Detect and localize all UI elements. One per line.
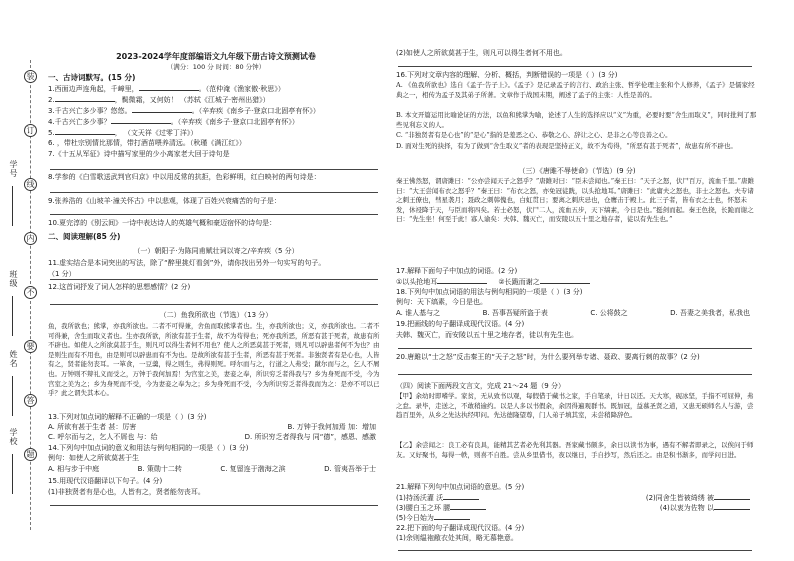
subsection-heading: （二）鱼我所欲也（节选）（13 分） [159,311,273,319]
answer-line[interactable] [398,66,752,67]
gutter-circle: 题 [24,448,37,461]
question-20: 20.唐雎以“士之怒”反击秦王的“天子之怒”时，为什么要列举专诸、聂政、要离行刺的故事？(2 分) [396,353,700,361]
answer-line[interactable] [398,348,752,349]
question-16-option-c[interactable]: C. “非独贤者有是心也”的“是心”指的是羞恶之心、恭敬之心、辞让之心、是非之心等良善之心。 [396,131,672,139]
option-b[interactable]: B. 策勋十二转 [137,465,182,473]
question-21: 21.解释下列句中加点词语的意思。(5 分) [396,483,525,491]
gutter-circle: 要 [24,340,37,353]
answer-line[interactable] [50,505,378,506]
option-b[interactable]: B. 吾事吾疑所盗于表 [482,309,548,317]
option-a[interactable]: A. 谁人基与之 [396,309,441,317]
answer-blank[interactable] [132,105,192,113]
question-19-sentence: 夫韩、魏灭亡，而安陵以五十里之地存者，徒以有先生也。 [396,331,578,339]
answer-blank[interactable] [714,492,750,500]
gutter-label-class: 班级 [9,270,18,288]
passage-text-b: 【乙】余尝闻之：良工必有良具，能精其艺者必先利其器。吾家藏书颇多，余日以读书为事，遇有不解者即录之，以俟问于师友。又好聚书，每得一帙，则喜不自胜。尝从乡里借书，夜以继日，手自抄写，然后还之。由是积书渐多，而学问日进。 [396,441,754,459]
answer-line[interactable] [50,169,378,170]
option-d[interactable]: D. 管夷吾举于士 [324,465,376,473]
question-18-options [396,308,758,318]
question-21-items: (3)腰白玉之环 腰 (4)以衷为佐物 以 [396,502,758,513]
question-2: 2. ，鬓微霜，又何妨！ （苏轼《江城子·密州出猎》） [48,96,270,104]
question-16-option-b[interactable]: B. 本文开篇运用比喻论证的方法，以鱼和熊掌为喻，论述了人生的选择应以“义”为重，必要时要“舍生而取义”，同时批判了那些见利忘义的人。 [396,111,757,129]
exam-title: 2023-2024学年度部编语文九年级下册古诗文预测试卷 [116,52,316,61]
question-12: 12.这首词抒发了词人怎样的思想感情？(2 分) [48,283,191,291]
passage-text: 鱼，我所欲也；熊掌，亦我所欲也。二者不可得兼，舍鱼而取熊掌者也。生，亦我所欲也；义，亦我所欲也。二者不可得兼，舍生而取义者也。生亦我所欲，所欲有甚于生者，故不为苟得也；死亦我所恶，所恶有甚于死者，故患有所不辟也。如使人之所欲莫甚于生，则凡可以得生者何不用也？使人之所恶莫甚于死者，则凡可以辟患者何不为也？由是则生而有不用也，由是则可以辟患而有不为也。是故所欲有甚于生者，所恶有甚于死者。非独贤者有是心也，人皆有之，贤者能勿丧耳。一箪食，一豆羹，得之则生，弗得则死。呼尔而与之，行道之人弗受；蹴尔而与之，乞人不屑也。万钟则不辩礼义而受之，万钟于我何加焉！为宫室之美，妻妾之奉，所识穷乏者得我与？乡为身死而不受，今为宫室之美为之；乡为身死而不受，今为妻妾之奉为之；乡为身死而不受，今为所识穷乏者得我而为之：是亦不可以已乎？此之谓失其本心。 [48,322,380,398]
section-heading: 一、古诗词默写。(15 分) [48,73,136,82]
answer-blank[interactable] [540,276,590,284]
question-1: 1.西面边声连角起，千嶂里， 。（范仲淹《渔家傲·秋思》） [48,85,285,93]
gutter-fill-line [12,376,13,416]
question-18-example: 例句：天下缟素，今日是也。 [396,298,487,306]
question-21-items: (1)持汤沃灌 沃 (2)同舍生皆被绮绣 被 [396,492,758,503]
question-18: 18.下列句中加点词语的用法与例句相同的一项是（ ）(3 分) [396,288,583,296]
answer-blank[interactable] [55,127,115,135]
answer-blank[interactable] [450,502,486,510]
right-column [396,0,758,561]
passage-text-a: 【甲】余幼时即嗜学。家贫，无从致书以观，每假借于藏书之家，手自笔录，计日以还。天大寒，砚冰坚，手指不可屈伸，弗之怠。录毕，走送之，不敢稍逾约。以是人多以书假余，余因得遍观群书。既加冠，益慕圣贤之道，又患无硕师名人与游，尝趋百里外，从乡之先达执经叩问。先达德隆望尊，门人弟子填其室，未尝稍降辞色。 [396,392,754,420]
binding-gutter [0,0,44,561]
question-17: 17.解释下面句子中加点的词语。(2 分) [396,267,518,275]
answer-line[interactable] [398,374,752,375]
question-16: 16.下列对文章内容的理解、分析、概括，判断错误的一项是（ ）(3 分) [396,71,618,79]
question-10: 10.夏完淳的《别云间》一诗中表达诗人的英雄气概和豪迈宿怀的诗句是： [48,219,277,227]
answer-line[interactable] [50,192,378,193]
gutter-fill-line [12,454,13,494]
question-14-options [48,464,384,474]
option-a[interactable]: A. 相与步于中庭 [48,465,100,473]
answer-line[interactable] [398,550,752,551]
gutter-circle: 不 [24,286,37,299]
option-d[interactable]: D. 所识穷乏者得我与 同“德”，感恩、感激 [244,433,376,441]
question-14-example: 例句：如使人之所欲莫甚于生 [48,454,139,462]
gutter-circle: 线 [24,178,37,191]
answer-blank[interactable] [111,116,171,124]
question-15: 15.用现代汉语翻译以下句子。(4 分) [48,477,163,485]
question-8: 8.学参的《白雪歌送武判官归京》中以用反常的抗拒，色彩鲜明，红白映衬的两句诗是： [48,173,321,181]
subsection-heading: （一）朝阳子·为陈同甫赋壮词以寄之/辛弃疾（5 分） [133,247,299,255]
question-11: 11.虚实结合是本词突出的写法，除了“醉里挑灯看剑”外，请你找出另外一句实写的句子。 [48,259,326,267]
question-3: 3.千古兴亡多少事？悠悠。 。（辛弃疾《南乡子·登京口北固亭有怀》） [48,107,320,115]
answer-line[interactable] [50,279,378,280]
passage-text: 秦王怫然怒，谓唐雎曰：“公亦尝闻天子之怒乎？”唐雎对曰：“臣未尝闻也。”秦王曰：“天子之怒，伏尸百万，流血千里。”唐雎曰：“大王尝闻布衣之怒乎？”秦王曰：“布衣之怒，亦免冠徒跣，以头抢地耳。”唐雎曰：“此庸夫之怒也，非士之怒也。夫专诸之刺王僚也，彗星袭月；聂政之刺韩傀也，白虹贯日；要离之刺庆忌也，仓鹰击于殿上。此三子者，皆布衣之士也，怀怒未发，休祲降于天，与臣而将四矣。若士必怒，伏尸二人，流血五步，天下缟素，今日是也。”挺剑而起。秦王色挠，长跪而谢之曰：“先生坐！何至于此！寡人谕矣：夫韩、魏灭亡，而安陵以五十里之地存者，徒以有先生也。” [396,177,754,224]
gutter-fill-line [12,296,13,336]
question-22-item-1: (1)余则缊袍敝衣处其间，略无慕艳意。 [396,534,518,542]
question-11-points: （1 分） [48,270,76,278]
question-16-option-d[interactable]: D. 面对生死的抉择，有为了做到“舍生取义”者的表现是坚持正义，故不为苟得，“所恶有甚于死者”，故患有所不辟也。 [396,142,737,150]
question-14: 14.下列句中加点词的意义和用法与例句相同的一项是（ ）(3 分) [48,444,249,452]
answer-blank[interactable] [437,276,487,284]
exam-meta: （满分：100 分 时间：80 分钟） [166,63,266,71]
question-15-item-2: (2)如使人之所欲莫甚于生，则凡可以得生者何不用也。 [396,49,567,57]
gutter-fill-line [12,186,13,226]
question-22: 22.把下面的句子翻译成现代汉语。(4 分) [396,524,525,532]
section-heading: 二、阅读理解(85 分) [48,232,121,241]
subsection-heading: （三）《唐雎不辱使命》（节选）(9 分) [518,167,636,175]
gutter-circle: 内 [24,232,37,245]
question-19: 19.把画线的句子翻译成现代汉语。(4 分) [396,320,525,328]
option-b[interactable]: B. 万钟于我何加焉 加：增加 [287,423,376,431]
gutter-circle: 答 [24,394,37,407]
question-5: 5. ， （文天祥《过零丁洋》） [48,129,198,137]
answer-blank[interactable] [139,83,199,91]
option-c[interactable]: C. 呼尔而与之，乞人不屑也 与：给 [48,433,158,441]
left-column [48,0,384,561]
question-4: 4.千古兴亡多少事？ 。（辛弃疾《南乡子·登京口北固亭有怀》） [48,118,299,126]
question-13-options [48,432,384,442]
answer-blank[interactable] [714,502,750,510]
question-13-options [48,422,384,432]
option-d[interactable]: D. 吾妻之美我者，私我也 [670,309,750,317]
question-6: 6. ，带杜宗别情比那情，带打酒苗喂养清远。（秋瑾《满江红》） [48,139,246,147]
gutter-label-name: 姓名 [9,350,18,368]
answer-line[interactable] [50,214,378,215]
question-13: 13.下列对加点词的解释不正确的一项是（ ）(3 分) [48,413,207,421]
option-a[interactable]: A. 所欲有甚于生者 甚：厉害 [48,423,137,431]
option-c[interactable]: C. 公将鼓之 [590,309,628,317]
question-15-item-1: (1)非独贤者有是心也，人皆有之，贤者能勿丧耳。 [48,488,205,496]
question-9: 9.张养浩的《山坡羊·潼关怀古》中以悲观，体现了百姓兴衰痛苦的句子是： [48,197,281,205]
subsection-heading: （四）阅读下面两段文言文，完成 21～24 题（9 分） [396,382,565,390]
question-17-items: ①以头抢地耳 ②长跪而谢之 [396,276,758,287]
answer-blank[interactable] [55,94,115,102]
question-7: 7.《十五从军征》诗中描写家里的少小离家老大回于诗句是 [48,150,230,158]
answer-blank[interactable] [443,492,479,500]
gutter-label-id: 学号 [9,160,18,178]
answer-blank[interactable] [434,512,470,520]
question-16-option-a[interactable]: A. 《鱼我所欲也》选自《孟子·告子上》。《孟子》是记录孟子的言行、政治主张、哲学伦理主张和个人修养，《孟子》是儒家经典之一，相传为孟子及其弟子所著。文章作于战国末期，阐述了孟子的主张：人性是善的。 [396,81,755,99]
gutter-label-school: 学校 [9,428,18,446]
answer-line[interactable] [50,304,378,305]
gutter-circle: 装 [24,70,37,83]
gutter-circle: 订 [24,124,37,137]
question-21-item-5: (5)今日始为 [396,512,758,523]
option-c[interactable]: C. 复留连于渤海之滨 [220,465,286,473]
